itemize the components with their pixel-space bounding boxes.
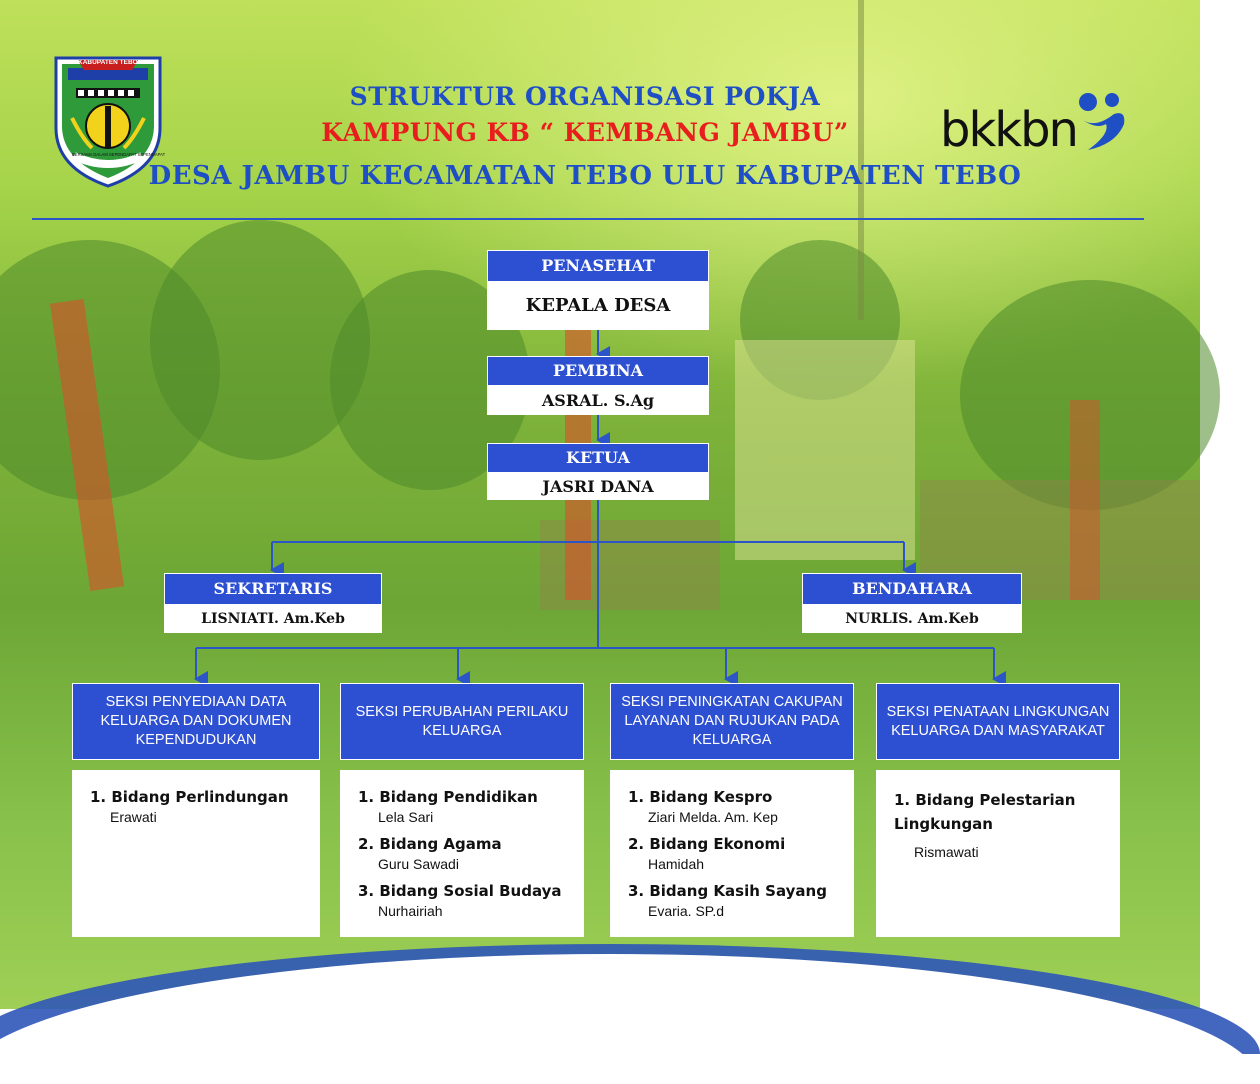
bidang-title: 3. Bidang Kasih Sayang [628,882,827,900]
bendahara-name: NURLIS. Am.Keb [802,605,1022,633]
section-4-header: SEKSI PENATAAN LINGKUNGAN KELUARGA DAN MASYARAKAT [876,683,1120,760]
section-2-header: SEKSI PERUBAHAN PERILAKU KELUARGA [340,683,584,760]
ketua-header: KETUA [487,443,709,473]
pembina-name: ASRAL. S.Ag [487,386,709,415]
title-line-2: KAMPUNG KB “ KEMBANG JAMBU” [321,118,849,147]
emblem-banner-text: KABUPATEN TEBO [78,59,138,66]
section-1-body [72,770,320,937]
bidang-title: 3. Bidang Sosial Budaya [358,882,562,900]
bidang-person: Lela Sari [378,809,434,825]
ketua-name: JASRI DANA [487,473,709,500]
bidang-person: Erawati [110,809,157,825]
bidang-title: 1. Bidang Pendidikan [358,788,538,806]
title-line-3: DESA JAMBU KECAMATAN TEBO ULU KABUPATEN TEBO [148,161,1022,191]
bidang-title: 1. Bidang Kespro [628,788,773,806]
bidang-title: 1. Bidang Pelestarian Lingkungan [894,791,1076,833]
bidang-person: Ziari Melda. Am. Kep [648,809,778,825]
bidang-person: Rismawati [914,844,979,860]
section-4-body [876,770,1120,937]
bkkbn-wordmark: bkkbn [940,102,1077,158]
section-3-header: SEKSI PENINGKATAN CAKUPAN LAYANAN DAN RUJUKAN PADA KELUARGA [610,683,854,760]
bidang-person: Evaria. SP.d [648,903,725,919]
bidang-title: 1. Bidang Perlindungan [90,788,289,806]
emblem-motto-text: BERSAMA DALAM SEPENDAPAT SEPENDAPAT [72,152,166,157]
penasehat-name: KEPALA DESA [487,282,709,330]
section-2-body [340,770,584,937]
title-line-1: STRUKTUR ORGANISASI POKJA [349,82,821,111]
bidang-title: 2. Bidang Agama [358,835,502,853]
sekretaris-name: LISNIATI. Am.Keb [164,605,382,633]
penasehat-header: PENASEHAT [487,250,709,282]
section-1-header: SEKSI PENYEDIAAN DATA KELUARGA DAN DOKUMEN KEPENDUDUKAN [72,683,320,760]
bidang-person: Guru Sawadi [378,856,459,872]
bendahara-header: BENDAHARA [802,573,1022,605]
sekretaris-header: SEKRETARIS [164,573,382,605]
bidang-title: 2. Bidang Ekonomi [628,835,786,853]
bidang-person: Nurhairiah [378,903,443,919]
section-3-body [610,770,854,937]
pembina-header: PEMBINA [487,356,709,386]
bidang-person: Hamidah [648,856,705,872]
